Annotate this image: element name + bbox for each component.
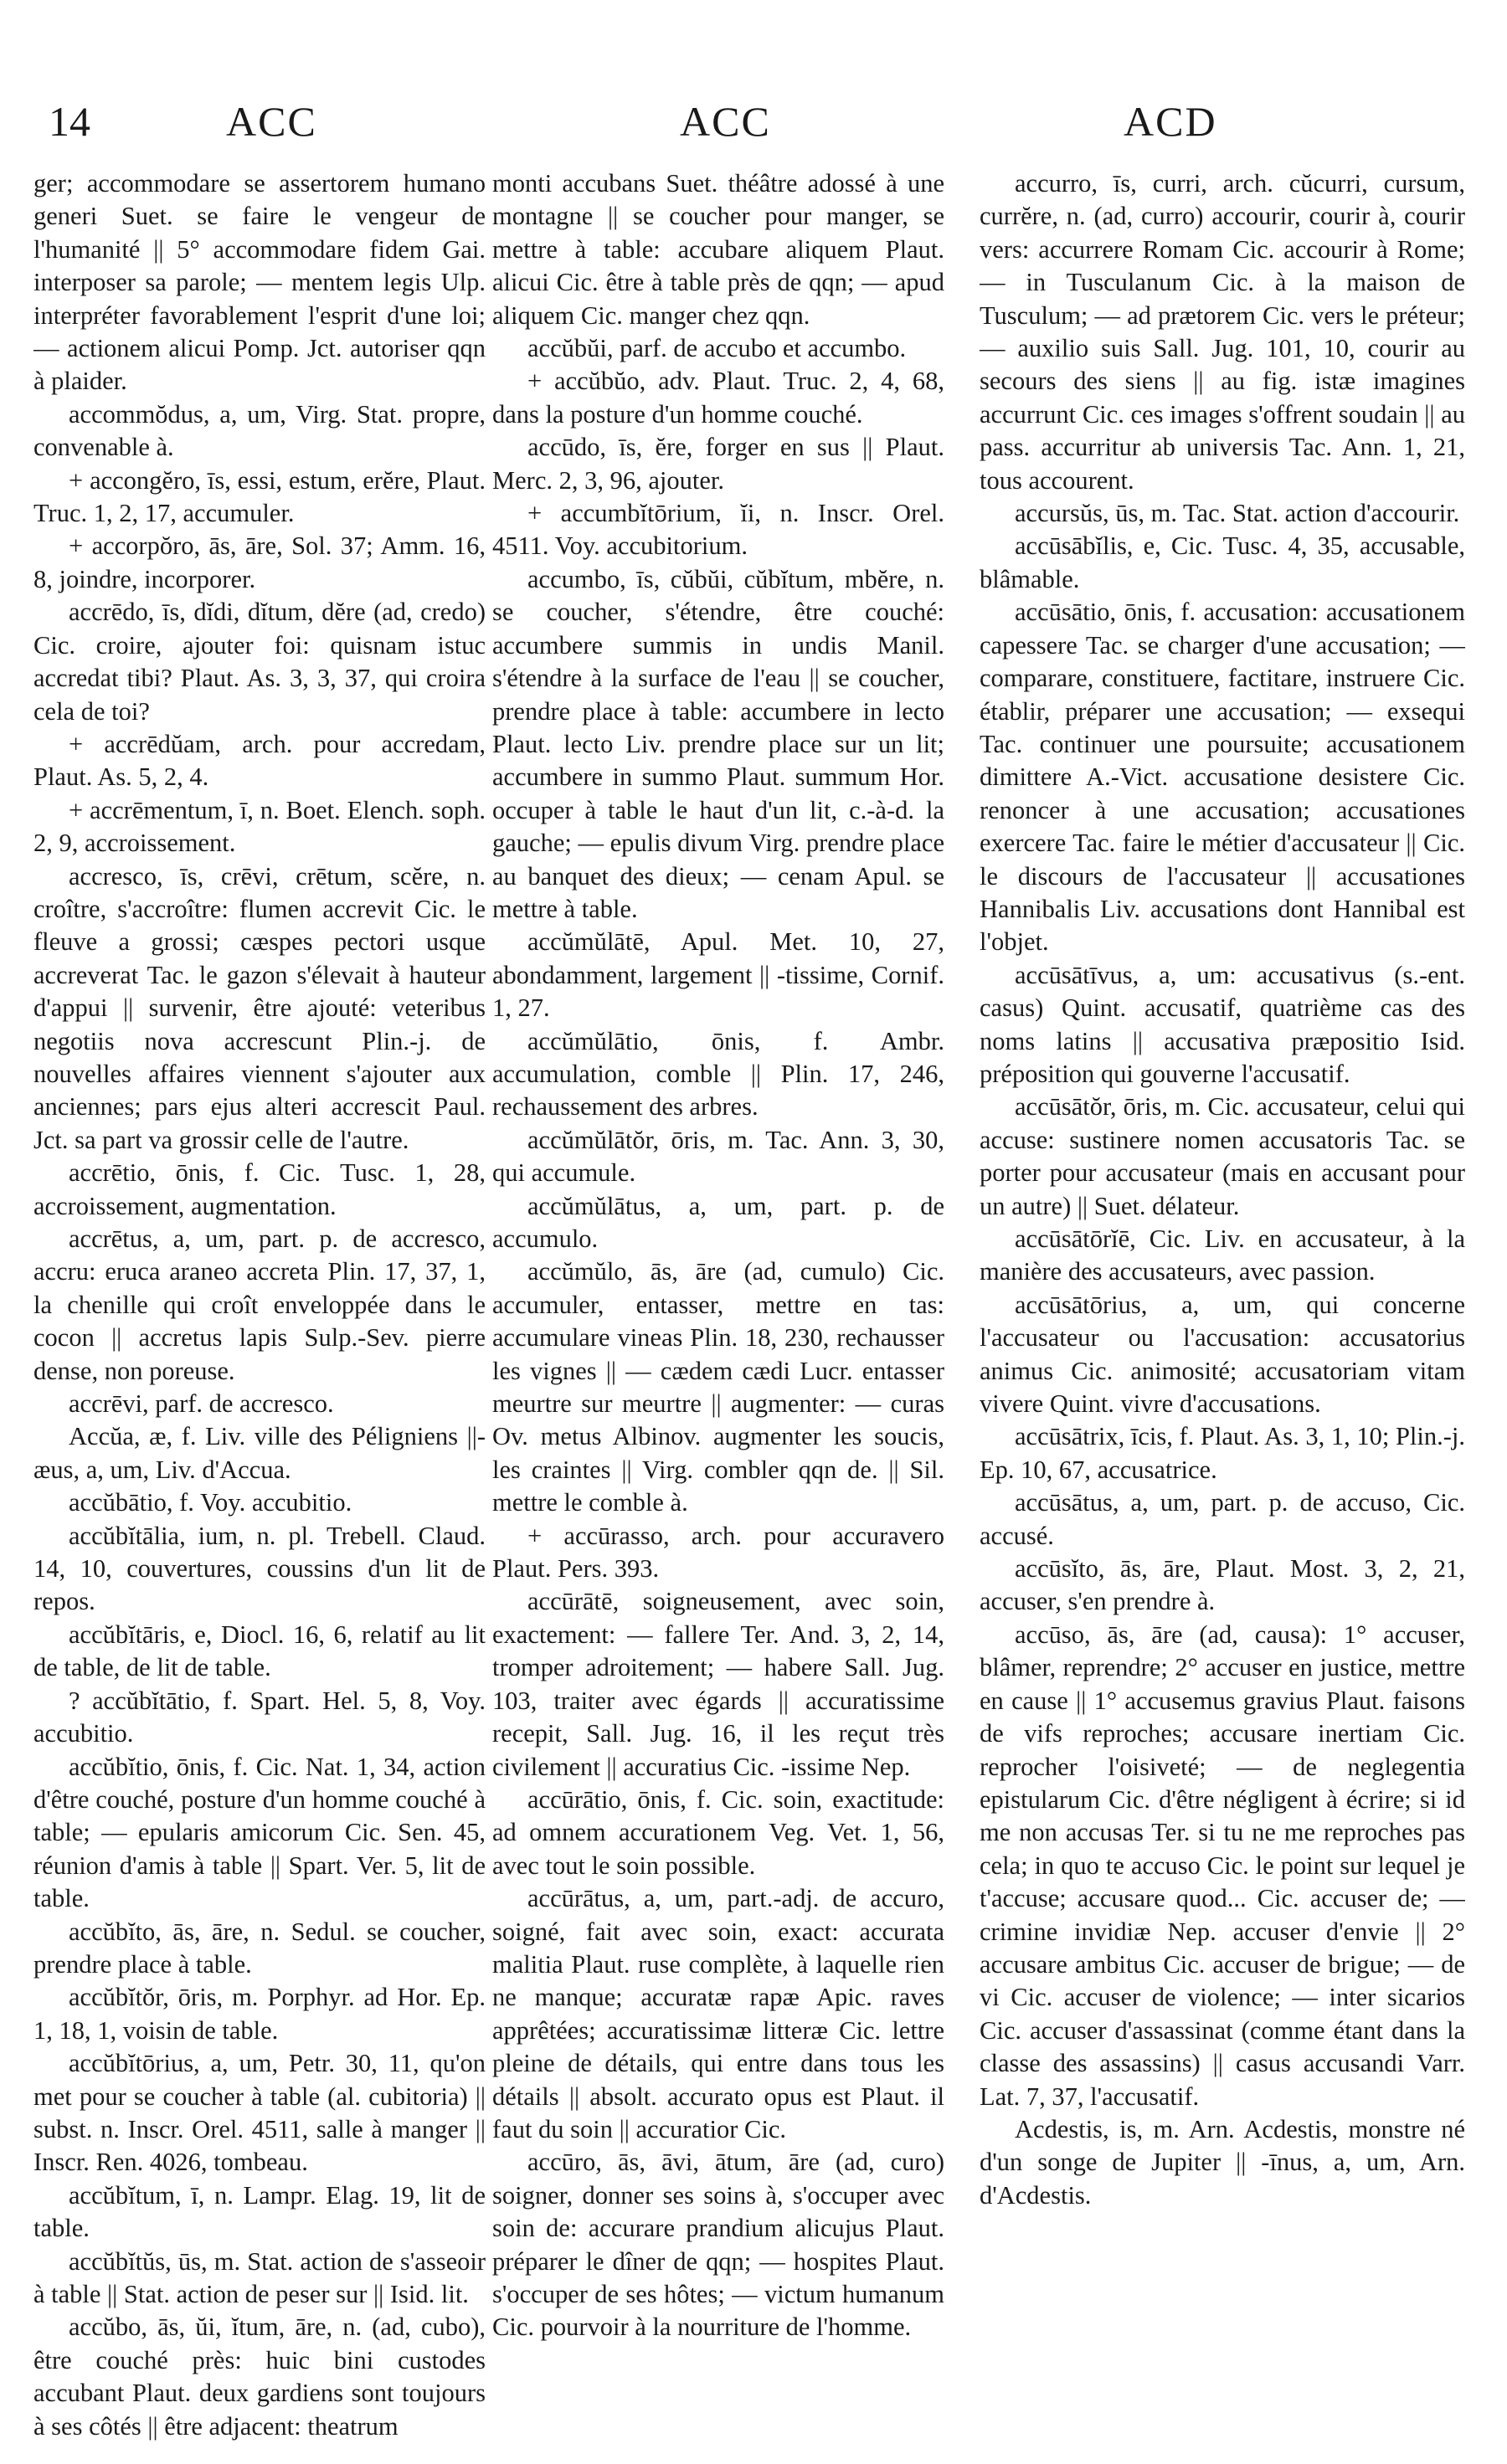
dictionary-entry: accŭmŭlātŏr, ōris, m. Tac. Ann. 3, 30, qui accumule. xyxy=(492,1125,944,1188)
dictionary-entry: accurro, īs, curri, arch. cŭcurri, cursum, currĕre, n. (ad, curro) accourir, courir à, courir vers: accurrere Romam Cic. accourir à Rome; — in Tusculanum Cic. à la maison de Tusculum; — ad prætorem Cic. vers le préteur; — auxilio suis Sall. Jug. 101, 10, courir au secours des siens || au fig. istæ imagines accurrunt Cic. ces images s'offrent soudain || au pass. accurritur ab universis Tac. Ann. 1, 21, tous accourent. xyxy=(980,169,1465,495)
dictionary-entry: accūsātōrius, a, um, qui concerne l'accusateur ou l'accusation: accusatorius animus Cic. animosité; accusatoriam vitam vivere Quint. vivre d'accusations. xyxy=(980,1290,1465,1419)
dictionary-entry: + accūrasso, arch. pour accuravero Plaut. Pers. 393. xyxy=(492,1521,944,1584)
dictionary-entry: accūrātio, ōnis, f. Cic. soin, exactitude: ad omnem accurationem Veg. Vet. 1, 56, avec tout le soin possible. xyxy=(492,1784,944,1880)
dictionary-entry: accūrātus, a, um, part.-adj. de accuro, soigné, fait avec soin, exact: accurata malitia Plaut. ruse complète, à laquelle rien ne manque; accuratæ rapæ Apic. raves apprêtées; accuratissimæ litteræ Cic. lettre pleine de détails, qui entre dans tous les détails || absolt. accurato opus est Plaut. il faut du soin || accuratior Cic. xyxy=(492,1884,944,2143)
dictionary-entry: accrēdo, īs, dĭdi, dĭtum, dĕre (ad, credo) Cic. croire, ajouter foi: quisnam istuc accredat tibi? Plaut. As. 3, 3, 37, qui croira cela de toi? xyxy=(33,598,486,726)
dictionary-entry: accūsātīvus, a, um: accusativus (s.-ent. casus) Quint. accusatif, quatrième cas des noms latins || accusativa præpositio Isid. préposition qui gouverne l'accusatif. xyxy=(980,960,1465,1088)
dictionary-entry: accūdo, īs, ĕre, forger en sus || Plaut. Merc. 2, 3, 96, ajouter. xyxy=(492,433,944,495)
dictionary-entry: + accŭbŭo, adv. Plaut. Truc. 2, 4, 68, dans la posture d'un homme couché. xyxy=(492,367,944,429)
dictionary-entry: accŭbĭtōrius, a, um, Petr. 30, 11, qu'on met pour se coucher à table (al. cubitoria) || subst. n. Inscr. Orel. 4511, salle à manger || Inscr. Ren. 4026, tombeau. xyxy=(33,2049,486,2177)
column-left xyxy=(33,167,486,2444)
center-running-head: ACC xyxy=(680,98,771,145)
dictionary-entry: accūsātus, a, um, part. p. de accuso, Cic. accusé. xyxy=(980,1488,1465,1550)
dictionary-entry: accursŭs, ūs, m. Tac. Stat. action d'accourir. xyxy=(1015,499,1460,528)
dictionary-entry: accŭmŭlātus, a, um, part. p. de accumulo. xyxy=(492,1191,944,1253)
dictionary-entry: accŭbĭtŭs, ūs, m. Stat. action de s'asseoir à table || Stat. action de peser sur || Isid. lit. xyxy=(33,2246,486,2308)
right-running-head: ACD xyxy=(1124,98,1217,145)
dictionary-entry: accŭbĭtum, ī, n. Lampr. Elag. 19, lit de table. xyxy=(33,2180,486,2243)
dictionary-entry: accumbo, īs, cŭbŭi, cŭbĭtum, mbĕre, n. se coucher, s'étendre, être couché: accumbere summis in undis Manil. s'étendre à la surface de l'eau || se coucher, prendre place à table: accumbere in lecto Plaut. lecto Liv. prendre place sur un lit; accumbere in summo Plaut. summum Hor. occuper à table le haut d'un lit, c.-à-d. la gauche; — epulis divum Virg. prendre place au banquet des dieux; — cenam Apul. se mettre à table. xyxy=(492,564,944,923)
page-header xyxy=(0,97,1507,156)
dictionary-entry: + accongĕro, īs, essi, estum, erĕre, Plaut. Truc. 1, 2, 17, accumuler. xyxy=(33,465,486,528)
dictionary-entry: accūsātōrĭē, Cic. Liv. en accusateur, à la manière des accusateurs, avec passion. xyxy=(980,1224,1465,1286)
dictionary-entry: accŭmŭlātē, Apul. Met. 10, 27, abondamment, largement || -tissime, Cornif. 1, 27. xyxy=(492,927,944,1023)
dictionary-entry: accŭbĭtāris, e, Diocl. 16, 6, relatif au lit de table, de lit de table. xyxy=(33,1620,486,1682)
dictionary-entry: accŭbātio, f. Voy. accubitio. xyxy=(69,1488,352,1517)
left-running-head: ACC xyxy=(226,98,317,145)
dictionary-entry: accūsātio, ōnis, f. accusation: accusationem capessere Tac. se charger d'une accusation; — comparare, constituere, factitare, instruere Cic. établir, préparer une accusation; — exsequi Tac. continuer une poursuite; accusationem dimittere A.-Vict. accusatione desistere Cic. renoncer à une accusation; accusationes exercere Tac. faire le métier d'accusateur || Cic. le discours de l'accusateur || accusationes Hannibalis Liv. accusations dont Hannibal est l'objet. xyxy=(980,598,1465,957)
dictionary-entry: accommŏdus, a, um, Virg. Stat. propre, convenable à. xyxy=(33,399,486,462)
dictionary-entry: accrēvi, parf. de accresco. xyxy=(69,1389,334,1419)
dictionary-entry: accŭbĭtālia, ium, n. pl. Trebell. Claud. 14, 10, couvertures, coussins d'un lit de repos. xyxy=(33,1521,486,1616)
dictionary-entry: accūsātrix, īcis, f. Plaut. As. 3, 1, 10; Plin.-j. Ep. 10, 67, accusatrice. xyxy=(980,1422,1465,1484)
dictionary-entry: accŭbĭtŏr, ōris, m. Porphyr. ad Hor. Ep. 1, 18, 1, voisin de table. xyxy=(33,1983,486,2045)
dictionary-entry: Accŭa, æ, f. Liv. ville des Péligniens ||-æus, a, um, Liv. d'Accua. xyxy=(33,1422,486,1484)
dictionary-entry: accŭbĭto, ās, āre, n. Sedul. se coucher, prendre place à table. xyxy=(33,1917,486,1979)
dictionary-entry: ger; accommodare se assertorem humano generi Suet. se faire le vengeur de l'humanité || 5° accommodare fidem Gai. interposer sa parole; — mentem legis Ulp. interpréter favorablement l'esprit d'une loi; — actionem alicui Pomp. Jct. autoriser qqn à plaider. xyxy=(33,169,486,396)
column-center xyxy=(492,167,944,2444)
dictionary-entry: accūsātŏr, ōris, m. Cic. accusateur, celui qui accuse: sustinere nomen accusatoris Tac. se porter pour accusateur (mais en accusant pour un autre) || Suet. délateur. xyxy=(980,1092,1465,1220)
dictionary-entry: accŭmŭlātio, ōnis, f. Ambr. accumulation, comble || Plin. 17, 246, rechaussement des arbres. xyxy=(492,1026,944,1122)
dictionary-entry: accŭbo, ās, ŭi, ĭtum, āre, n. (ad, cubo), être couché près: huic bini custodes accubant Plaut. deux gardiens sont toujours à ses côtés || être adjacent: theatrum xyxy=(33,2313,486,2441)
dictionary-entry: accūso, ās, āre (ad, causa): 1° accuser, blâmer, reprendre; 2° accuser en justice, mettre en cause || 1° accusemus gravius Plaut. faisons de vifs reproches; accusare inertiam Cic. reprocher l'oisiveté; — de neglegentia epistularum Cic. d'être négligent à écrire; si id me non accusas Ter. si tu ne me reproches pas cela; in quo te accuso Cic. le point sur lequel je t'accuse; accusare quod... Cic. accuser de; — crimine invidiæ Nep. accuser d'envie || 2° accusare ambitus Cic. accuser de brigue; — de vi Cic. accuser de violence; — inter sicarios Cic. accuser d'assassinat (comme étant dans la classe des assassins) || casus accusandi Varr. Lat. 7, 37, l'accusatif. xyxy=(980,1620,1465,2111)
dictionary-entry: accūro, ās, āvi, ātum, āre (ad, curo) soigner, donner ses soins à, s'occuper avec soin de: accurare prandium alicujus Plaut. préparer le dîner de qqn; — hospites Plaut. s'occuper de ses hôtes; — victum humanum Cic. pourvoir à la nourriture de l'homme. xyxy=(492,2148,944,2342)
dictionary-entry: Acdestis, is, m. Arn. Acdestis, monstre né d'un songe de Jupiter || -īnus, a, um, Arn. d'Acdestis. xyxy=(980,2114,1465,2210)
dictionary-entry: + accrēmentum, ī, n. Boet. Elench. soph. 2, 9, accroissement. xyxy=(33,795,486,858)
dictionary-entry: ? accŭbĭtātio, f. Spart. Hel. 5, 8, Voy. accubitio. xyxy=(33,1686,486,1748)
dictionary-entry: accrētus, a, um, part. p. de accresco, accru: eruca araneo accreta Plin. 17, 37, 1, la chenille qui croît enveloppée dans le cocon || accretus lapis Sulp.-Sev. pierre dense, non poreuse. xyxy=(33,1224,486,1385)
dictionary-entry: accŭmŭlo, ās, āre (ad, cumulo) Cic. accumuler, entasser, mettre en tas: accumulare vineas Plin. 18, 230, rechausser les vignes || — cædem cædi Lucr. entasser meurtre sur meurtre || augmenter: — curas Ov. metus Albinov. augmenter les soucis, les craintes || Virg. combler qqn de. || Sil. mettre le comble à. xyxy=(492,1257,944,1517)
dictionary-entry: accūsābĭlis, e, Cic. Tusc. 4, 35, accusable, blâmable. xyxy=(980,531,1465,593)
page-number: 14 xyxy=(49,98,90,145)
dictionary-entry: + accumbĭtōrium, ĭi, n. Inscr. Orel. 4511. Voy. accubitorium. xyxy=(492,499,944,561)
dictionary-entry: accŭbŭi, parf. de accubo et accumbo. xyxy=(527,334,907,363)
dictionary-entry: accūsĭto, ās, āre, Plaut. Most. 3, 2, 21, accuser, s'en prendre à. xyxy=(980,1554,1465,1616)
dictionary-entry: accūrātē, soigneusement, avec soin, exactement: — fallere Ter. And. 3, 2, 14, tromper adroitement; — habere Sall. Jug. 103, traiter avec égards || accuratissime recepit, Sall. Jug. 16, il les reçut très civilement || accuratius Cic. -issime Nep. xyxy=(492,1587,944,1781)
dictionary-entry: accrētio, ōnis, f. Cic. Tusc. 1, 28, accroissement, augmentation. xyxy=(33,1158,486,1220)
dictionary-entry: monti accubans Suet. théâtre adossé à une montagne || se coucher pour manger, se mettre à table: accubare aliquem Plaut. alicui Cic. être à table près de qqn; — apud aliquem Cic. manger chez qqn. xyxy=(492,169,944,330)
dictionary-entry: + accrēdŭam, arch. pour accredam, Plaut. As. 5, 2, 4. xyxy=(33,729,486,792)
dictionary-entry: + accorpŏro, ās, āre, Sol. 37; Amm. 16, 8, joindre, incorporer. xyxy=(33,531,486,593)
dictionary-entry: accresco, īs, crēvi, crētum, scĕre, n. croître, s'accroître: flumen accrevit Cic. le fleuve a grossi; cæspes pectori usque accreverat Tac. le gazon s'élevait à hauteur d'appui || survenir, être ajouté: veteribus negotiis nova accrescunt Plin.-j. de nouvelles affaires viennent s'ajouter aux anciennes; pars ejus alteri accrescit Paul. Jct. sa part va grossir celle de l'autre. xyxy=(33,861,486,1154)
column-right xyxy=(980,167,1465,2444)
dictionary-entry: accŭbĭtio, ōnis, f. Cic. Nat. 1, 34, action d'être couché, posture d'un homme couché à table; — epularis amicorum Cic. Sen. 45, réunion d'amis à table || Spart. Ver. 5, lit de table. xyxy=(33,1752,486,1913)
